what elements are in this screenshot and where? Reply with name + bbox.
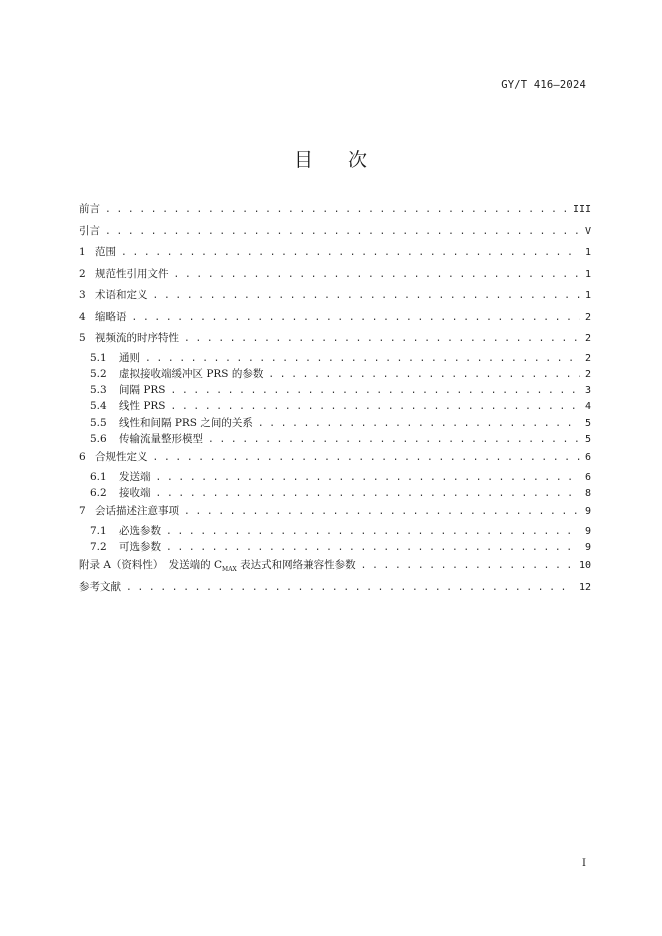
toc-entry-text: 接收端	[119, 487, 151, 500]
toc-entry-page: 5	[584, 417, 591, 429]
toc-entry-number: 5.6	[90, 432, 107, 445]
toc-entry-number: 6.2	[90, 487, 107, 500]
toc-entry-title	[90, 523, 161, 539]
standard-code: GY/T 416—2024	[501, 79, 586, 91]
toc-leader-dots	[121, 242, 580, 264]
toc-entry-text: 前言	[79, 203, 100, 215]
toc-entry-number: 1	[79, 246, 86, 258]
toc-entry[interactable]	[79, 415, 591, 431]
toc-entry-number: 2	[79, 267, 86, 280]
toc-entry-title	[90, 415, 253, 431]
toc-entry-text: 范围	[95, 246, 116, 258]
toc-entry[interactable]	[79, 199, 591, 221]
toc-entry-number: 5.1	[90, 351, 107, 364]
toc-entry-page: 2	[584, 368, 591, 380]
toc-entry-text: 引言	[79, 224, 100, 237]
toc-entry-text: 可选参数	[119, 541, 161, 554]
toc-entry-page: 1	[584, 268, 591, 280]
toc-entry-title	[90, 431, 203, 447]
toc-entry-title	[90, 366, 263, 382]
toc-entry-page: 8	[584, 488, 591, 500]
toc-entry-title	[90, 539, 161, 555]
toc-leader-dots	[145, 351, 580, 367]
toc-entry-number: 5.4	[90, 400, 107, 413]
toc-entry-text: 通则	[119, 351, 140, 364]
toc-entry-page: 1	[584, 290, 591, 301]
toc-entry-page: III	[572, 204, 591, 215]
toc-entry-text: 传输流量整形模型	[119, 432, 203, 445]
toc-entry-subscript: MAX	[222, 566, 237, 574]
toc-entry[interactable]	[79, 221, 591, 243]
toc-entry-text: 规范性引用文件	[95, 267, 169, 280]
toc-entry-title	[79, 199, 100, 221]
toc-entry-number: 3	[79, 289, 86, 301]
toc-leader-dots	[153, 447, 580, 469]
toc-entry-number: 7	[79, 505, 86, 518]
toc-entry-text: 虚拟接收端缓冲区 PRS 的参数	[119, 367, 264, 380]
toc-leader-dots	[105, 199, 568, 221]
toc-entry-title	[79, 221, 100, 243]
toc-entry-title	[79, 242, 116, 264]
toc-entry[interactable]	[79, 382, 591, 398]
toc-entry-text: 术语和定义	[95, 289, 148, 301]
toc-entry-text: 合规性定义	[95, 451, 148, 464]
toc-entry-text: 参考文献	[79, 580, 121, 593]
toc-entry-page: V	[584, 225, 591, 237]
toc-entry-text: 线性和间隔 PRS 之间的关系	[119, 416, 253, 429]
toc-entry-page: 2	[584, 333, 591, 344]
toc-entry-title	[79, 447, 148, 469]
toc-leader-dots	[166, 524, 580, 540]
toc-entry-text: 视频流的时序特性	[95, 332, 179, 344]
toc-entry-title	[79, 577, 121, 599]
toc-entry-text: 必选参数	[119, 524, 161, 537]
toc-leader-dots	[132, 307, 580, 329]
toc-leader-dots	[156, 470, 580, 486]
toc-entry-page: 9	[584, 542, 591, 554]
toc-entry[interactable]	[79, 366, 591, 382]
toc-entry[interactable]	[79, 285, 591, 307]
toc-entry-page: 6	[584, 471, 591, 483]
toc-leader-dots	[208, 432, 580, 448]
toc-entry-title	[79, 285, 148, 307]
toc-entry-number: 5.2	[90, 367, 107, 380]
toc-entry-title	[79, 307, 127, 329]
toc-entry[interactable]	[79, 307, 591, 329]
toc-entry-text: 线性 PRS	[119, 400, 166, 413]
toc-entry[interactable]	[79, 350, 591, 366]
toc-leader-dots	[268, 367, 580, 383]
toc-entry-page: 4	[584, 401, 591, 413]
toc-title-part2: 次	[348, 149, 369, 171]
toc-entry-text: 发送端	[119, 470, 151, 483]
toc-entry-number: 6.1	[90, 470, 107, 483]
toc-entry-title	[90, 398, 166, 414]
toc-entry-text: 会话描述注意事项	[95, 505, 179, 518]
toc-entry-title	[79, 328, 179, 350]
toc-entry[interactable]	[79, 555, 591, 577]
toc-entry-number: 5.5	[90, 416, 107, 429]
toc-entry-number: 5	[79, 332, 86, 344]
toc-entry-page: 2	[584, 311, 591, 323]
toc-leader-dots	[153, 285, 580, 307]
toc-entry[interactable]	[79, 469, 591, 485]
toc-leader-dots	[184, 501, 580, 523]
toc-entry-page: 5	[584, 433, 591, 445]
toc-leader-dots	[105, 221, 580, 243]
toc-leader-dots	[184, 328, 580, 350]
toc-entry[interactable]	[79, 501, 591, 523]
toc-leader-dots	[166, 540, 580, 556]
toc-entry-number: 4	[79, 310, 86, 323]
toc-entry[interactable]	[79, 447, 591, 469]
toc-entry-title	[79, 264, 169, 286]
toc-entry-number: 7.1	[90, 524, 107, 537]
toc-entry-page: 10	[578, 560, 591, 572]
toc-entry-page: 9	[584, 506, 591, 518]
toc-entry-text-after: 表达式和网络兼容性参数	[236, 559, 356, 572]
toc-entry-page: 12	[578, 581, 591, 593]
table-of-contents	[79, 199, 591, 598]
toc-entry-page: 6	[584, 452, 591, 464]
toc-entry[interactable]	[79, 264, 591, 286]
toc-entry-title	[90, 382, 166, 398]
toc-entry-page: 2	[584, 352, 591, 364]
toc-entry[interactable]	[79, 485, 591, 501]
toc-entry-text: 间隔 PRS	[119, 384, 166, 397]
toc-entry-number: 6	[79, 451, 86, 464]
toc-entry-title	[90, 350, 140, 366]
toc-entry[interactable]	[79, 577, 591, 599]
toc-entry-page: 1	[584, 247, 591, 258]
toc-entry-text: 缩略语	[95, 310, 127, 323]
toc-entry[interactable]	[79, 539, 591, 555]
toc-entry-text: 附录 A（资料性） 发送端的 C	[79, 559, 223, 572]
toc-entry[interactable]	[79, 523, 591, 539]
toc-entry-title	[90, 485, 151, 501]
toc-entry-page: 9	[584, 525, 591, 537]
toc-leader-dots	[361, 555, 574, 577]
footer-page-number: I	[582, 858, 586, 869]
toc-entry-number: 5.3	[90, 384, 107, 397]
toc-leader-dots	[171, 399, 580, 415]
toc-entry[interactable]	[79, 398, 591, 414]
toc-entry[interactable]	[79, 431, 591, 447]
toc-entry-number: 7.2	[90, 541, 107, 554]
toc-leader-dots	[258, 416, 580, 432]
toc-entry[interactable]	[79, 328, 591, 350]
toc-entry-title	[90, 469, 151, 485]
toc-entry-page: 3	[584, 385, 591, 397]
toc-title	[0, 145, 662, 172]
toc-entry-title	[79, 501, 179, 523]
toc-title-part1: 目	[293, 149, 314, 171]
toc-leader-dots	[174, 264, 580, 286]
toc-leader-dots	[126, 577, 574, 599]
toc-leader-dots	[171, 383, 580, 399]
toc-entry[interactable]	[79, 242, 591, 264]
toc-leader-dots	[156, 486, 580, 502]
